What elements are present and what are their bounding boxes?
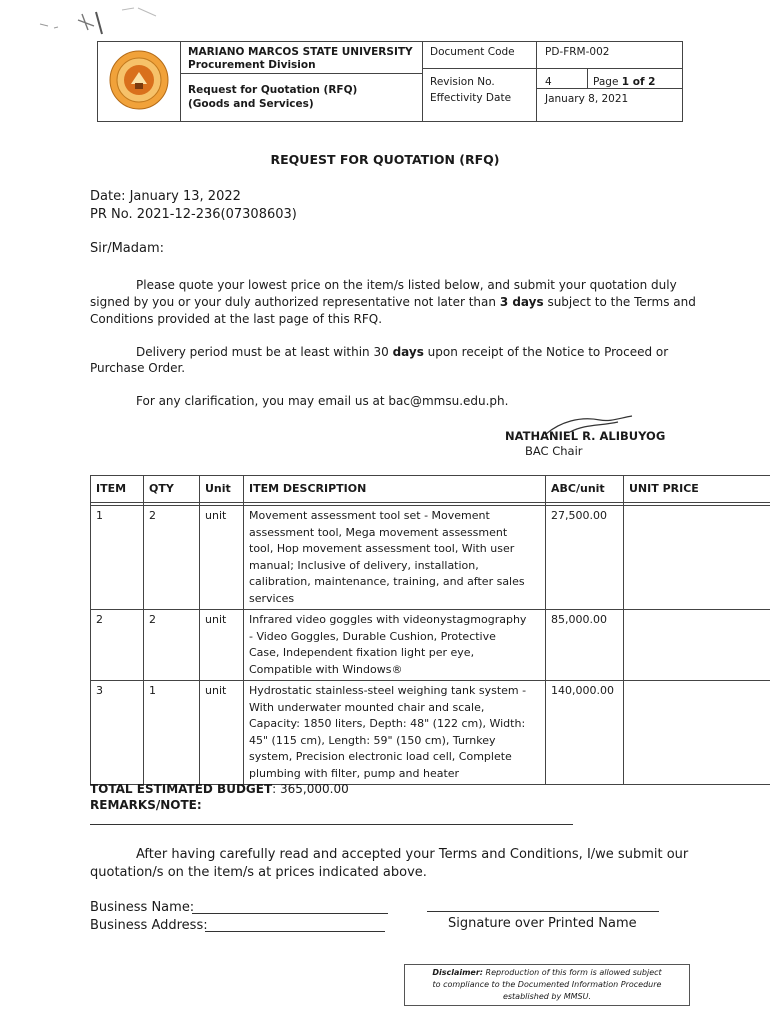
business-address-field[interactable] [205,931,385,932]
total-budget: TOTAL ESTIMATED BUDGET: 365,000.00 [90,782,349,796]
item-qty: 1 [144,681,200,785]
division-name: Procurement Division [188,59,316,71]
signatory-title: BAC Chair [525,444,583,458]
item-unit-price[interactable] [624,610,770,681]
item-abc: 85,000.00 [546,610,624,681]
item-qty: 2 [144,610,200,681]
item-description: Movement assessment tool set - Movement assessment tool, Mega movement assessment tool, Hop movement assessment tool, With user manual; Inclusive of delivery, installation, calibration, maintenance, training, and after sales services [244,506,546,610]
form-title: Request for Quotation (RFQ) [188,84,358,96]
col-header-unit-price: UNIT PRICE [624,476,770,503]
revision-value: 4 [545,76,552,88]
university-name: MARIANO MARCOS STATE UNIVERSITY [188,46,413,58]
item-unit-price[interactable] [624,506,770,610]
effectivity-value: January 8, 2021 [545,93,629,105]
para1-line1: Please quote your lowest price on the item/s listed below, and submit your quotation duly [136,278,677,292]
title-cell [180,42,423,121]
para2-line2: Purchase Order. [90,361,186,375]
disclaimer-box [404,964,690,1006]
business-name-label: Business Name: [90,900,195,915]
document-header [97,41,683,122]
item-unit: unit [200,610,244,681]
acceptance-line2: quotation/s on the item/s at prices indicated above. [90,865,427,880]
para1-line3: Conditions provided at the last page of this RFQ. [90,312,383,326]
university-seal-icon [109,50,169,110]
item-description: Hydrostatic stainless-steel weighing tank system - With underwater mounted chair and scale, Capacity: 1850 liters, Depth: 48" (122 cm), Width: 45" (115 cm), Length: 59" (150 cm), Turnkey system, Precision electronic load cell, Complete plumbing with filter, pump and heater [244,681,546,785]
table-row [91,506,770,610]
para1-line2: signed by you or your duly authorized representative not later than 3 days subject to the Terms and [90,295,696,309]
logo-cell [98,42,181,121]
para2-line1: Delivery period must be at least within 30 days upon receipt of the Notice to Proceed or [136,345,669,359]
effectivity-label: Effectivity Date [430,92,512,104]
item-number: 3 [91,681,144,785]
doc-code-label: Document Code [430,46,515,58]
table-header-row [91,476,770,503]
item-abc: 140,000.00 [546,681,624,785]
item-description: Infrared video goggles with videonystagmography - Video Goggles, Durable Cushion, Protective Case, Independent fixation light per eye, Compatible with Windows® [244,610,546,681]
signature-field[interactable] [427,911,659,912]
document-title: REQUEST FOR QUOTATION (RFQ) [270,152,500,167]
disclaimer-line1: Disclaimer: Reproduction of this form is allowed subject [432,968,662,977]
col-header-abc: ABC/unit [546,476,624,503]
disclaimer-line3: established by MMSU. [502,992,592,1001]
col-header-description: ITEM DESCRIPTION [244,476,546,503]
business-name-field[interactable] [192,913,388,914]
item-unit-price[interactable] [624,681,770,785]
scan-mark [38,6,168,36]
form-subtitle: (Goods and Services) [188,98,314,110]
disclaimer-line2: to compliance to the Documented Information Procedure [432,980,662,989]
item-unit: unit [200,681,244,785]
remarks-label: REMARKS/NOTE: [90,798,202,812]
label-cell [423,42,537,121]
remarks-line[interactable] [90,824,573,825]
doc-code-value: PD-FRM-002 [545,46,610,58]
signature-label: Signature over Printed Name [448,916,637,931]
col-header-unit: Unit [200,476,244,503]
acceptance-line1: After having carefully read and accepted your Terms and Conditions, I/we submit our [136,847,689,862]
date-line: Date: January 13, 2022 [90,189,241,204]
items-table [90,475,770,785]
col-header-qty: QTY [144,476,200,503]
salutation: Sir/Madam: [90,241,165,256]
pr-number: PR No. 2021-12-236(07308603) [90,207,297,222]
col-header-item: ITEM [91,476,144,503]
business-address-label: Business Address: [90,918,208,933]
table-row [91,681,770,785]
table-row [91,610,770,681]
item-abc: 27,500.00 [546,506,624,610]
item-qty: 2 [144,506,200,610]
value-cell [537,42,682,121]
item-unit: unit [200,506,244,610]
para3: For any clarification, you may email us at bac@mmsu.edu.ph. [136,394,509,408]
item-number: 1 [91,506,144,610]
page-indicator: Page 1 of 2 [593,76,656,88]
item-number: 2 [91,610,144,681]
signatory-name: NATHANIEL R. ALIBUYOG [505,429,666,443]
revision-label: Revision No. [430,76,495,88]
